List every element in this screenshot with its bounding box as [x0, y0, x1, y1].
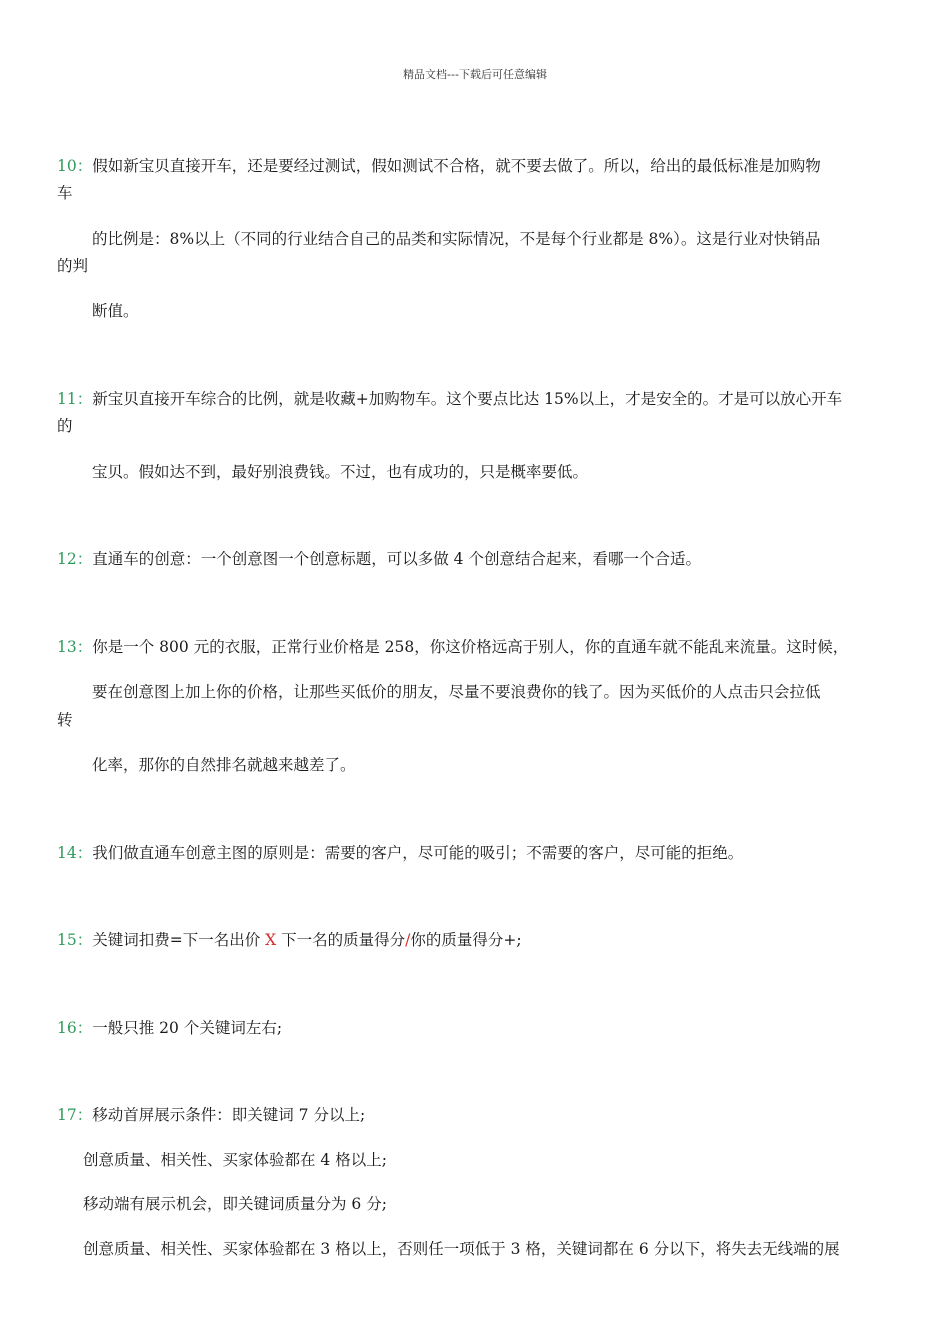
item-13-line-4: 化率，那你的自然排名就越来越差了。 — [92, 756, 356, 774]
item-text: 假如新宝贝直接开车，还是要经过测试，假如测试不合格，就不要去做了。所以，给出的最低标准是加购物 — [92, 157, 821, 175]
item-text-part: 关键词扣费=下一名出价 — [92, 931, 266, 949]
divide-symbol: / — [405, 931, 411, 949]
item-number: 17 — [57, 1106, 77, 1124]
item-17-line-4: 创意质量、相关性、买家体验都在 3 格以上，否则任一项低于 3 格，关键词都在 6 分以下，将失去无线端的展 — [83, 1240, 840, 1258]
item-text: 一般只推 20 个关键词左右; — [92, 1019, 283, 1037]
item-separator: ： — [76, 1019, 93, 1037]
item-separator: ： — [76, 844, 93, 862]
item-number: 16 — [57, 1019, 77, 1037]
item-number: 10 — [57, 157, 77, 175]
item-10-line-1 — [57, 156, 821, 176]
item-number: 13 — [57, 638, 77, 656]
item-text: 新宝贝直接开车综合的比例，就是收藏+加购物车。这个要点比达 15%以上，才是安全的。才是可以放心开车 — [92, 390, 843, 408]
item-text-part: 你的质量得分+; — [410, 931, 522, 949]
item-number: 14 — [57, 844, 77, 862]
item-text: 直通车的创意：一个创意图一个创意标题，可以多做 4 个创意结合起来，看哪一个合适。 — [92, 550, 701, 568]
item-separator: ： — [76, 1106, 93, 1124]
item-14-line-1 — [57, 843, 743, 863]
item-16-line-1 — [57, 1018, 282, 1038]
item-separator: ： — [76, 550, 93, 568]
item-number: 11 — [57, 390, 77, 408]
item-text: 你是一个 800 元的衣服，正常行业价格是 258，你这价格远高于别人，你的直通车就不能乱来流量。这时候， — [92, 638, 849, 656]
item-10-line-4: 的判 — [57, 257, 89, 275]
item-text: 我们做直通车创意主图的原则是：需要的客户，尽可能的吸引；不需要的客户，尽可能的拒绝。 — [92, 844, 744, 862]
item-separator: ： — [76, 157, 93, 175]
item-text-part: 下一名的质量得分 — [276, 931, 406, 949]
item-13-line-3: 转 — [57, 711, 73, 729]
item-11-line-1 — [57, 389, 842, 409]
multiply-symbol: X — [265, 931, 277, 949]
item-separator: ： — [76, 390, 93, 408]
item-10-line-3: 的比例是：8%以上（不同的行业结合自己的品类和实际情况，不是每个行业都是 8%）。这是行业对快销品 — [92, 230, 821, 248]
item-17-line-2: 创意质量、相关性、买家体验都在 4 格以上; — [83, 1151, 387, 1169]
page-header: 精品文档---下载后可任意编辑 — [403, 68, 547, 81]
item-number: 12 — [57, 550, 77, 568]
item-15-line-1 — [57, 930, 522, 950]
item-separator: ： — [76, 931, 93, 949]
item-13-line-1 — [57, 637, 848, 657]
item-number: 15 — [57, 931, 77, 949]
item-17-line-3: 移动端有展示机会，即关键词质量分为 6 分; — [83, 1195, 387, 1213]
item-10-line-2: 车 — [57, 184, 73, 202]
item-11-line-2: 的 — [57, 417, 73, 435]
item-separator: ： — [76, 638, 93, 656]
item-12-line-1 — [57, 549, 701, 569]
item-11-line-3: 宝贝。假如达不到，最好别浪费钱。不过，也有成功的，只是概率要低。 — [92, 463, 589, 481]
item-13-line-2: 要在创意图上加上你的价格，让那些买低价的朋友，尽量不要浪费你的钱了。因为买低价的人点击只会拉低 — [92, 683, 821, 701]
item-17-line-1 — [57, 1105, 365, 1125]
item-10-line-5: 断值。 — [92, 302, 139, 320]
item-text: 移动首屏展示条件：即关键词 7 分以上; — [92, 1106, 366, 1124]
